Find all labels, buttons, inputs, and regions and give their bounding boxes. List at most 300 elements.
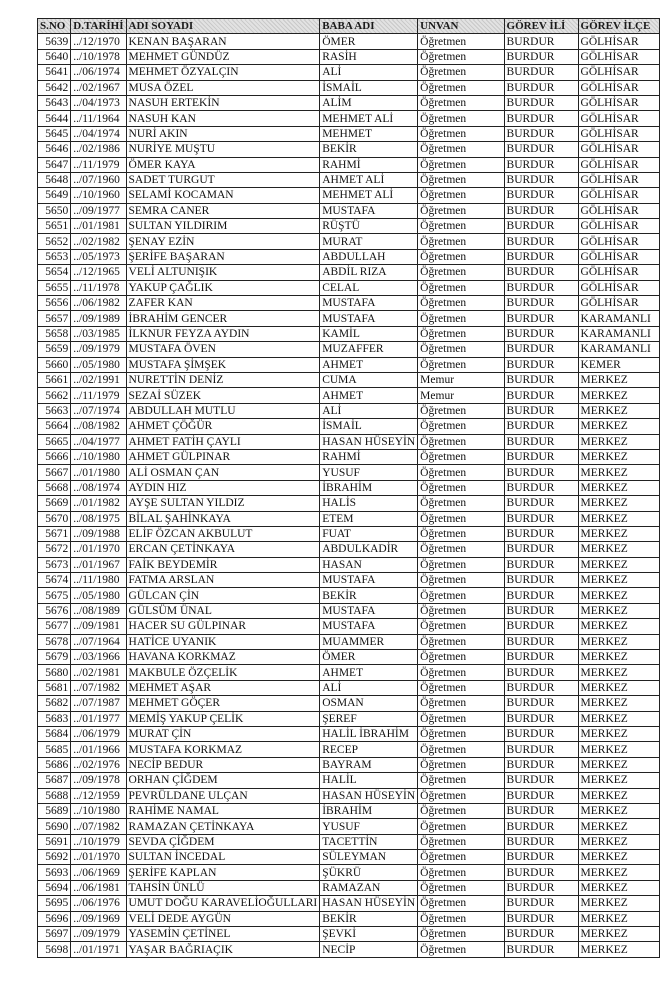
cell-birth-date: ../06/1979	[71, 726, 126, 741]
cell-father-name: ETEM	[320, 511, 418, 526]
cell-province: BURDUR	[504, 603, 578, 618]
cell-birth-date: ../01/1977	[71, 711, 126, 726]
cell-district: MERKEZ	[578, 803, 659, 818]
cell-full-name: BİLAL ŞAHİNKAYA	[126, 511, 320, 526]
table-row	[38, 680, 660, 695]
cell-full-name: AHMET GÜLPINAR	[126, 449, 320, 464]
cell-title: Öğretmen	[418, 219, 504, 234]
cell-sno: 5664	[38, 419, 71, 434]
cell-district: MERKEZ	[578, 619, 659, 634]
cell-title: Öğretmen	[418, 542, 504, 557]
cell-title: Öğretmen	[418, 650, 504, 665]
cell-sno: 5655	[38, 280, 71, 295]
table-row	[38, 234, 660, 249]
cell-father-name: OSMAN	[320, 696, 418, 711]
cell-sno: 5656	[38, 296, 71, 311]
cell-father-name: RAHMİ	[320, 449, 418, 464]
cell-title: Öğretmen	[418, 126, 504, 141]
cell-title: Öğretmen	[418, 511, 504, 526]
cell-district: MERKEZ	[578, 419, 659, 434]
cell-full-name: İLKNUR FEYZA AYDIN	[126, 326, 320, 341]
cell-birth-date: ../01/1982	[71, 496, 126, 511]
cell-father-name: YUSUF	[320, 819, 418, 834]
cell-title: Öğretmen	[418, 357, 504, 372]
cell-birth-date: ../02/1991	[71, 372, 126, 387]
table-row	[38, 665, 660, 680]
cell-district: MERKEZ	[578, 711, 659, 726]
cell-father-name: SÜLEYMAN	[320, 850, 418, 865]
cell-full-name: ERCAN ÇETİNKAYA	[126, 542, 320, 557]
cell-birth-date: ../09/1969	[71, 911, 126, 926]
cell-father-name: AHMET	[320, 388, 418, 403]
cell-sno: 5663	[38, 403, 71, 418]
cell-birth-date: ../02/1986	[71, 142, 126, 157]
cell-district: MERKEZ	[578, 880, 659, 895]
table-row	[38, 834, 660, 849]
cell-father-name: HASAN	[320, 557, 418, 572]
cell-district: MERKEZ	[578, 603, 659, 618]
table-row	[38, 203, 660, 218]
cell-father-name: İSMAİL	[320, 80, 418, 95]
cell-district: MERKEZ	[578, 665, 659, 680]
cell-father-name: MUSTAFA	[320, 619, 418, 634]
cell-province: BURDUR	[504, 573, 578, 588]
table-row	[38, 219, 660, 234]
table-row	[38, 757, 660, 772]
cell-full-name: MEHMET AŞAR	[126, 680, 320, 695]
table-row	[38, 357, 660, 372]
cell-birth-date: ../06/1982	[71, 296, 126, 311]
cell-province: BURDUR	[504, 465, 578, 480]
cell-father-name: BEKİR	[320, 588, 418, 603]
cell-birth-date: ../07/1964	[71, 634, 126, 649]
cell-sno: 5647	[38, 157, 71, 172]
cell-full-name: TAHSİN ÜNLÜ	[126, 880, 320, 895]
cell-province: BURDUR	[504, 80, 578, 95]
header-birth-date: D.TARİHİ	[71, 19, 126, 34]
cell-full-name: YASEMİN ÇETİNEL	[126, 927, 320, 942]
cell-birth-date: ../11/1978	[71, 280, 126, 295]
cell-sno: 5669	[38, 496, 71, 511]
table-row	[38, 742, 660, 757]
cell-province: BURDUR	[504, 49, 578, 64]
cell-district: MERKEZ	[578, 911, 659, 926]
cell-district: MERKEZ	[578, 942, 659, 957]
cell-district: GÖLHİSAR	[578, 280, 659, 295]
cell-province: BURDUR	[504, 126, 578, 141]
cell-district: GÖLHİSAR	[578, 203, 659, 218]
cell-district: GÖLHİSAR	[578, 172, 659, 187]
table-row	[38, 296, 660, 311]
cell-full-name: NURETTİN DENİZ	[126, 372, 320, 387]
cell-father-name: İBRAHİM	[320, 480, 418, 495]
cell-district: MERKEZ	[578, 680, 659, 695]
cell-sno: 5644	[38, 111, 71, 126]
cell-full-name: ŞERİFE BAŞARAN	[126, 249, 320, 264]
cell-full-name: SADET TURGUT	[126, 172, 320, 187]
cell-sno: 5668	[38, 480, 71, 495]
cell-full-name: MUSTAFA ŞİMŞEK	[126, 357, 320, 372]
table-row	[38, 496, 660, 511]
cell-father-name: CUMA	[320, 372, 418, 387]
table-row	[38, 573, 660, 588]
cell-district: MERKEZ	[578, 526, 659, 541]
cell-father-name: AHMET	[320, 357, 418, 372]
cell-province: BURDUR	[504, 650, 578, 665]
cell-sno: 5658	[38, 326, 71, 341]
cell-title: Öğretmen	[418, 634, 504, 649]
cell-province: BURDUR	[504, 865, 578, 880]
cell-district: GÖLHİSAR	[578, 65, 659, 80]
cell-district: MERKEZ	[578, 742, 659, 757]
cell-father-name: İBRAHİM	[320, 803, 418, 818]
cell-title: Öğretmen	[418, 111, 504, 126]
table-row	[38, 711, 660, 726]
cell-birth-date: ../06/1969	[71, 865, 126, 880]
cell-title: Öğretmen	[418, 757, 504, 772]
cell-full-name: YAŞAR BAĞRIAÇIK	[126, 942, 320, 957]
cell-title: Öğretmen	[418, 742, 504, 757]
cell-province: BURDUR	[504, 680, 578, 695]
cell-father-name: ALİ	[320, 680, 418, 695]
cell-sno: 5654	[38, 265, 71, 280]
cell-district: MERKEZ	[578, 788, 659, 803]
cell-full-name: MAKBULE ÖZÇELİK	[126, 665, 320, 680]
table-row	[38, 480, 660, 495]
cell-title: Öğretmen	[418, 188, 504, 203]
cell-sno: 5642	[38, 80, 71, 95]
cell-title: Memur	[418, 372, 504, 387]
cell-district: MERKEZ	[578, 403, 659, 418]
cell-full-name: ABDULLAH MUTLU	[126, 403, 320, 418]
cell-father-name: ALİ	[320, 403, 418, 418]
cell-sno: 5651	[38, 219, 71, 234]
cell-province: BURDUR	[504, 773, 578, 788]
cell-birth-date: ../01/1981	[71, 219, 126, 234]
cell-father-name: İSMAİL	[320, 419, 418, 434]
cell-district: MERKEZ	[578, 588, 659, 603]
cell-district: GÖLHİSAR	[578, 49, 659, 64]
cell-province: BURDUR	[504, 665, 578, 680]
cell-district: GÖLHİSAR	[578, 34, 659, 49]
cell-title: Öğretmen	[418, 834, 504, 849]
cell-title: Öğretmen	[418, 865, 504, 880]
cell-title: Öğretmen	[418, 311, 504, 326]
cell-birth-date: ../09/1977	[71, 203, 126, 218]
cell-title: Öğretmen	[418, 157, 504, 172]
cell-title: Öğretmen	[418, 142, 504, 157]
cell-sno: 5659	[38, 342, 71, 357]
table-row	[38, 449, 660, 464]
cell-province: BURDUR	[504, 726, 578, 741]
cell-province: BURDUR	[504, 111, 578, 126]
cell-birth-date: ../02/1967	[71, 80, 126, 95]
header-full-name: ADI SOYADI	[126, 19, 320, 34]
cell-birth-date: ../04/1974	[71, 126, 126, 141]
cell-district: MERKEZ	[578, 465, 659, 480]
table-row	[38, 280, 660, 295]
cell-birth-date: ../02/1982	[71, 234, 126, 249]
cell-district: MERKEZ	[578, 850, 659, 865]
cell-sno: 5685	[38, 742, 71, 757]
cell-province: BURDUR	[504, 480, 578, 495]
cell-birth-date: ../11/1979	[71, 388, 126, 403]
table-row	[38, 157, 660, 172]
cell-birth-date: ../05/1980	[71, 357, 126, 372]
cell-sno: 5676	[38, 603, 71, 618]
cell-full-name: NURİ AKIN	[126, 126, 320, 141]
cell-district: KARAMANLI	[578, 326, 659, 341]
cell-sno: 5697	[38, 927, 71, 942]
header-sno: S.NO	[38, 19, 71, 34]
cell-birth-date: ../09/1981	[71, 619, 126, 634]
cell-district: MERKEZ	[578, 819, 659, 834]
cell-province: BURDUR	[504, 588, 578, 603]
cell-father-name: ALİM	[320, 95, 418, 110]
cell-father-name: RECEP	[320, 742, 418, 757]
cell-province: BURDUR	[504, 249, 578, 264]
cell-sno: 5650	[38, 203, 71, 218]
table-row	[38, 403, 660, 418]
cell-province: BURDUR	[504, 296, 578, 311]
cell-title: Öğretmen	[418, 434, 504, 449]
cell-father-name: KAMİL	[320, 326, 418, 341]
cell-province: BURDUR	[504, 834, 578, 849]
cell-title: Öğretmen	[418, 850, 504, 865]
cell-birth-date: ../04/1977	[71, 434, 126, 449]
cell-birth-date: ../08/1989	[71, 603, 126, 618]
cell-title: Öğretmen	[418, 880, 504, 895]
cell-title: Öğretmen	[418, 526, 504, 541]
cell-province: BURDUR	[504, 696, 578, 711]
cell-title: Öğretmen	[418, 803, 504, 818]
cell-title: Öğretmen	[418, 34, 504, 49]
cell-full-name: RAHİME NAMAL	[126, 803, 320, 818]
cell-birth-date: ../04/1973	[71, 95, 126, 110]
header-title: UNVAN	[418, 19, 504, 34]
cell-province: BURDUR	[504, 95, 578, 110]
cell-father-name: ŞEVKİ	[320, 927, 418, 942]
cell-province: BURDUR	[504, 265, 578, 280]
cell-district: GÖLHİSAR	[578, 249, 659, 264]
cell-full-name: MURAT ÇİN	[126, 726, 320, 741]
cell-birth-date: ../08/1975	[71, 511, 126, 526]
cell-province: BURDUR	[504, 942, 578, 957]
cell-birth-date: ../06/1976	[71, 896, 126, 911]
cell-sno: 5670	[38, 511, 71, 526]
cell-birth-date: ../01/1966	[71, 742, 126, 757]
cell-sno: 5641	[38, 65, 71, 80]
cell-sno: 5666	[38, 449, 71, 464]
cell-full-name: ŞERİFE KAPLAN	[126, 865, 320, 880]
table-row	[38, 557, 660, 572]
cell-father-name: AHMET ALİ	[320, 172, 418, 187]
cell-sno: 5673	[38, 557, 71, 572]
cell-sno: 5679	[38, 650, 71, 665]
cell-birth-date: ../11/1980	[71, 573, 126, 588]
cell-district: MERKEZ	[578, 557, 659, 572]
cell-full-name: AYDIN HIZ	[126, 480, 320, 495]
table-row	[38, 927, 660, 942]
cell-title: Öğretmen	[418, 696, 504, 711]
table-row	[38, 526, 660, 541]
cell-sno: 5684	[38, 726, 71, 741]
cell-sno: 5653	[38, 249, 71, 264]
cell-province: BURDUR	[504, 896, 578, 911]
cell-province: BURDUR	[504, 911, 578, 926]
table-row	[38, 188, 660, 203]
cell-full-name: PEVRÜLDANE ULÇAN	[126, 788, 320, 803]
table-row	[38, 696, 660, 711]
cell-sno: 5662	[38, 388, 71, 403]
cell-district: MERKEZ	[578, 511, 659, 526]
cell-full-name: MEHMET GÖÇER	[126, 696, 320, 711]
cell-province: BURDUR	[504, 234, 578, 249]
cell-full-name: HACER SU GÜLPINAR	[126, 619, 320, 634]
cell-father-name: HALİL İBRAHİM	[320, 726, 418, 741]
cell-title: Öğretmen	[418, 603, 504, 618]
cell-district: GÖLHİSAR	[578, 234, 659, 249]
cell-father-name: NECİP	[320, 942, 418, 957]
header-father-name: BABA ADI	[320, 19, 418, 34]
table-row	[38, 311, 660, 326]
cell-father-name: MUSTAFA	[320, 573, 418, 588]
table-row	[38, 588, 660, 603]
cell-father-name: MUSTAFA	[320, 296, 418, 311]
cell-birth-date: ../10/1980	[71, 803, 126, 818]
cell-sno: 5675	[38, 588, 71, 603]
cell-province: BURDUR	[504, 619, 578, 634]
cell-sno: 5678	[38, 634, 71, 649]
cell-province: BURDUR	[504, 542, 578, 557]
cell-sno: 5657	[38, 311, 71, 326]
cell-birth-date: ../10/1978	[71, 49, 126, 64]
cell-province: BURDUR	[504, 342, 578, 357]
cell-title: Öğretmen	[418, 927, 504, 942]
cell-province: BURDUR	[504, 34, 578, 49]
cell-district: MERKEZ	[578, 634, 659, 649]
cell-title: Öğretmen	[418, 557, 504, 572]
cell-province: BURDUR	[504, 742, 578, 757]
table-row	[38, 803, 660, 818]
cell-birth-date: ../01/1971	[71, 942, 126, 957]
table-row	[38, 603, 660, 618]
cell-full-name: SELAMİ KOCAMAN	[126, 188, 320, 203]
cell-full-name: NECİP BEDUR	[126, 757, 320, 772]
cell-sno: 5688	[38, 788, 71, 803]
cell-sno: 5682	[38, 696, 71, 711]
cell-title: Öğretmen	[418, 619, 504, 634]
cell-province: BURDUR	[504, 142, 578, 157]
cell-sno: 5696	[38, 911, 71, 926]
table-row	[38, 619, 660, 634]
cell-father-name: BAYRAM	[320, 757, 418, 772]
cell-birth-date: ../08/1982	[71, 419, 126, 434]
cell-sno: 5672	[38, 542, 71, 557]
cell-birth-date: ../02/1981	[71, 665, 126, 680]
cell-title: Öğretmen	[418, 665, 504, 680]
cell-district: GÖLHİSAR	[578, 126, 659, 141]
cell-birth-date: ../01/1970	[71, 542, 126, 557]
cell-birth-date: ../07/1982	[71, 819, 126, 834]
cell-father-name: ABDULLAH	[320, 249, 418, 264]
cell-province: BURDUR	[504, 850, 578, 865]
cell-full-name: MUSA ÖZEL	[126, 80, 320, 95]
cell-full-name: SEZAİ SÜZEK	[126, 388, 320, 403]
cell-province: BURDUR	[504, 634, 578, 649]
cell-district: KEMER	[578, 357, 659, 372]
cell-birth-date: ../06/1974	[71, 65, 126, 80]
table-row	[38, 142, 660, 157]
cell-full-name: HAVANA KORKMAZ	[126, 650, 320, 665]
cell-birth-date: ../10/1980	[71, 449, 126, 464]
table-row	[38, 34, 660, 49]
cell-father-name: MUZAFFER	[320, 342, 418, 357]
cell-birth-date: ../10/1979	[71, 834, 126, 849]
cell-full-name: ALİ OSMAN ÇAN	[126, 465, 320, 480]
cell-birth-date: ../11/1964	[71, 111, 126, 126]
cell-district: MERKEZ	[578, 696, 659, 711]
cell-sno: 5691	[38, 834, 71, 849]
cell-province: BURDUR	[504, 172, 578, 187]
cell-birth-date: ../05/1980	[71, 588, 126, 603]
personnel-table	[37, 18, 660, 958]
table-row	[38, 465, 660, 480]
cell-full-name: FATMA ARSLAN	[126, 573, 320, 588]
cell-sno: 5680	[38, 665, 71, 680]
table-row	[38, 942, 660, 957]
cell-father-name: MEHMET ALİ	[320, 111, 418, 126]
cell-district: GÖLHİSAR	[578, 142, 659, 157]
table-row	[38, 850, 660, 865]
cell-sno: 5694	[38, 880, 71, 895]
cell-full-name: VELİ DEDE AYGÜN	[126, 911, 320, 926]
cell-sno: 5681	[38, 680, 71, 695]
cell-full-name: SEMRA CANER	[126, 203, 320, 218]
cell-title: Öğretmen	[418, 249, 504, 264]
cell-birth-date: ../09/1988	[71, 526, 126, 541]
cell-district: MERKEZ	[578, 434, 659, 449]
cell-sno: 5693	[38, 865, 71, 880]
cell-province: BURDUR	[504, 188, 578, 203]
cell-birth-date: ../12/1959	[71, 788, 126, 803]
cell-district: MERKEZ	[578, 757, 659, 772]
cell-title: Öğretmen	[418, 419, 504, 434]
cell-title: Öğretmen	[418, 172, 504, 187]
cell-district: MERKEZ	[578, 726, 659, 741]
cell-sno: 5661	[38, 372, 71, 387]
cell-title: Öğretmen	[418, 726, 504, 741]
cell-father-name: HASAN HÜSEYİN	[320, 434, 418, 449]
cell-title: Öğretmen	[418, 588, 504, 603]
cell-birth-date: ../07/1982	[71, 680, 126, 695]
cell-title: Öğretmen	[418, 326, 504, 341]
cell-birth-date: ../09/1978	[71, 773, 126, 788]
cell-father-name: RAMAZAN	[320, 880, 418, 895]
cell-full-name: YAKUP ÇAĞLIK	[126, 280, 320, 295]
cell-father-name: RÜŞTÜ	[320, 219, 418, 234]
cell-title: Öğretmen	[418, 942, 504, 957]
cell-title: Öğretmen	[418, 449, 504, 464]
cell-father-name: RASİH	[320, 49, 418, 64]
cell-father-name: ŞEREF	[320, 711, 418, 726]
cell-title: Öğretmen	[418, 234, 504, 249]
table-row	[38, 650, 660, 665]
cell-title: Öğretmen	[418, 896, 504, 911]
cell-full-name: AHMET ÇÖĞÜR	[126, 419, 320, 434]
cell-province: BURDUR	[504, 219, 578, 234]
table-row	[38, 788, 660, 803]
